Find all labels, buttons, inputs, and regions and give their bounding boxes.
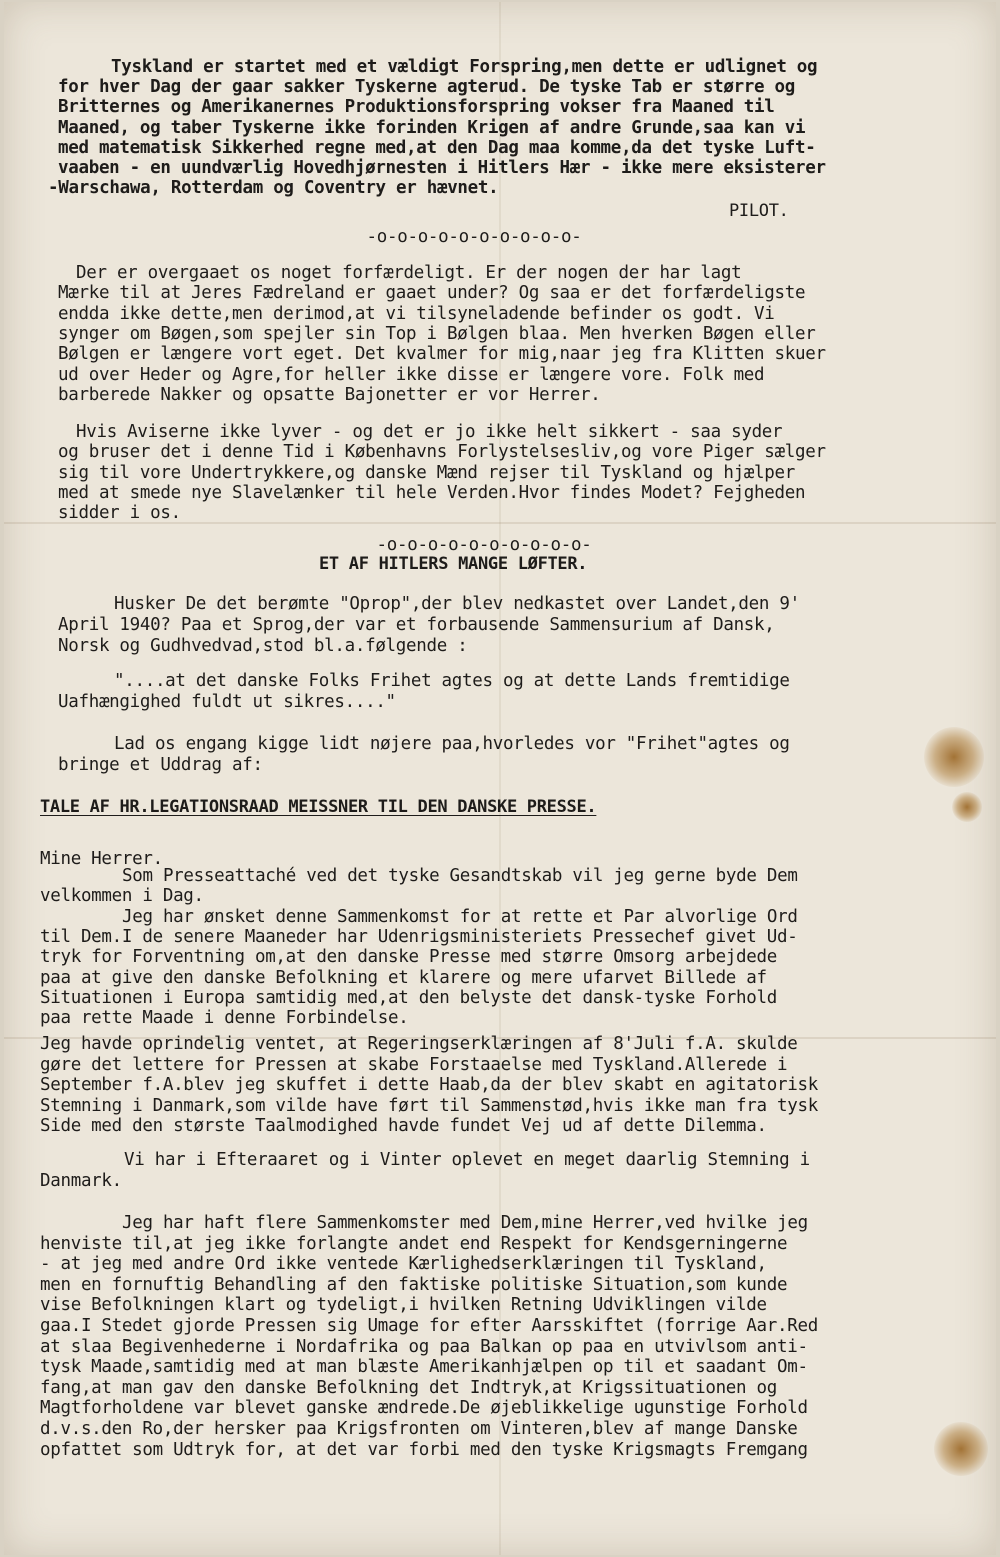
text-line: og bruser det i denne Tid i Københavns Forlystelsesliv,og vore Piger sælger xyxy=(58,442,826,462)
letter-text xyxy=(4,2,996,1555)
text-line: April 1940? Paa et Sprog,der var et forbausende Sammensurium af Dansk, xyxy=(58,615,775,635)
text-line: gøre det lettere for Pressen at skabe Forstaaelse med Tyskland.Allerede i xyxy=(40,1055,788,1075)
text-line: Der er overgaaet os noget forfærdeligt. Er der nogen der har lagt xyxy=(76,263,742,283)
document-page xyxy=(4,2,996,1555)
text-line: med matematisk Sikkerhed regne med,at den Dag maa komme,da det tyske Luft- xyxy=(58,138,816,158)
text-line: tysk Maade,samtidig med at man blæste Amerikanhjælpen op til et saadant Om- xyxy=(40,1357,808,1377)
text-line: tryk for Forventning om,at den danske Presse med større Omsorg arbejdede xyxy=(40,947,777,967)
text-line: Vi har i Efteraaret og i Vinter oplevet en meget daarlig Stemning i xyxy=(124,1150,810,1170)
salutation: Mine Herrer. xyxy=(40,849,163,869)
text-line: "....at det danske Folks Frihet agtes og at dette Lands fremtidige xyxy=(114,671,790,691)
text-line: - at jeg med andre Ord ikke ventede Kærlighedserklæringen til Tyskland, xyxy=(40,1254,767,1274)
text-line: ud over Heder og Agre,for heller ikke disse er længere vore. Folk med xyxy=(58,365,765,385)
text-line: d.v.s.den Ro,der hersker paa Krigsfronten om Vinteren,blev af mange Danske xyxy=(40,1419,798,1439)
text-line: Lad os engang kigge lidt nøjere paa,hvorledes vor "Frihet"agtes og xyxy=(114,734,790,754)
text-line: med at smede nye Slavelænker til hele Verden.Hvor findes Modet? Fejgheden xyxy=(58,483,806,503)
text-line: synger om Bøgen,som spejler sin Top i Bølgen blaa. Men hverken Bøgen eller xyxy=(58,324,816,344)
text-line: Mærke til at Jeres Fædreland er gaaet under? Og saa er det forfærdeligste xyxy=(58,283,806,303)
text-line: Uafhængighed fuldt ut sikres...." xyxy=(58,692,396,712)
text-line: Danmark. xyxy=(40,1171,122,1191)
text-line: Husker De det berømte "Oprop",der blev nedkastet over Landet,den 9' xyxy=(114,594,800,614)
text-line: paa at give den danske Befolkning et klarere og mere ufarvet Billede af xyxy=(40,968,767,988)
divider-1: -o-o-o-o-o-o-o-o-o-o- xyxy=(366,227,582,247)
text-line: Jeg havde oprindelig ventet, at Regeringserklæringen af 8'Juli f.A. skulde xyxy=(40,1034,798,1054)
text-line: men en fornuftig Behandling af den faktiske politiske Situation,som kunde xyxy=(40,1275,788,1295)
speech-title: TALE AF HR.LEGATIONSRAAD MEISSNER TIL DEN DANSKE PRESSE. xyxy=(40,797,597,817)
text-line: opfattet som Udtryk for, at det var forbi med den tyske Krigsmagts Fremgang xyxy=(40,1440,808,1460)
signature: PILOT. xyxy=(729,201,789,221)
text-line: Magtforholdene var blevet ganske ændrede.De øjeblikkelige ugunstige Forhold xyxy=(40,1398,808,1418)
text-line: Stemning i Danmark,som vilde have ført til Sammenstød,hvis ikke man fra tysk xyxy=(40,1096,818,1116)
text-line: til Dem.I de senere Maaneder har Udenrigsministeriets Pressechef givet Ud- xyxy=(40,927,798,947)
text-line: Maaned, og taber Tyskerne ikke forinden Krigen af andre Grunde,saa kan vi xyxy=(58,118,806,138)
text-line: henviste til,at jeg ikke forlangte andet end Respekt for Kendsgerningerne xyxy=(40,1234,788,1254)
text-line: sig til vore Undertrykkere,og danske Mænd rejser til Tyskland og hjælper xyxy=(58,463,795,483)
text-line: endda ikke dette,men derimod,at vi tilsyneladende befinder os godt. Vi xyxy=(58,304,775,324)
text-line: Situationen i Europa samtidig med,at den belyste det dansk-tyske Forhold xyxy=(40,988,777,1008)
text-line: Britternes og Amerikanernes Produktionsforspring vokser fra Maaned til xyxy=(58,97,775,117)
text-line: Jeg har ønsket denne Sammenkomst for at rette et Par alvorlige Ord xyxy=(122,907,798,927)
text-line: for hver Dag der gaar sakker Tyskerne agterud. De tyske Tab er større og xyxy=(58,77,795,97)
text-line: velkommen i Dag. xyxy=(40,886,204,906)
text-line: Tyskland er startet med et vældigt Forspring,men dette er udlignet og xyxy=(111,57,818,77)
text-line: fang,at man gav den danske Befolkning det Indtryk,at Krigssituationen og xyxy=(40,1378,777,1398)
text-line: paa rette Maade i denne Forbindelse. xyxy=(40,1008,409,1028)
text-line: sidder i os. xyxy=(58,503,181,523)
divider-2: -o-o-o-o-o-o-o-o-o-o- xyxy=(376,535,592,555)
text-line: Hvis Aviserne ikke lyver - og det er jo ikke helt sikkert - saa syder xyxy=(76,422,783,442)
text-line: barberede Nakker og opsatte Bajonetter er vor Herrer. xyxy=(58,385,601,405)
text-line: bringe et Uddrag af: xyxy=(58,755,263,775)
text-line: at slaa Begivenhederne i Nordafrika og paa Balkan op paa en utvivlsom anti- xyxy=(40,1337,808,1357)
text-line: Som Presseattaché ved det tyske Gesandtskab vil jeg gerne byde Dem xyxy=(122,866,798,886)
heading-hitler-promises: ET AF HITLERS MANGE LØFTER. xyxy=(319,554,588,574)
text-line: Bølgen er længere vort eget. Det kvalmer for mig,naar jeg fra Klitten skuer xyxy=(58,344,826,364)
text-line: September f.A.blev jeg skuffet i dette Haab,da der blev skabt en agitatorisk xyxy=(40,1075,818,1095)
text-line: Jeg har haft flere Sammenkomster med Dem,mine Herrer,ved hvilke jeg xyxy=(122,1213,808,1233)
text-line: Norsk og Gudhvedvad,stod bl.a.følgende : xyxy=(58,636,468,656)
text-line: vise Befolkningen klart og tydeligt,i hvilken Retning Udviklingen vilde xyxy=(40,1295,767,1315)
text-line: Side med den største Taalmodighed havde fundet Vej ud af dette Dilemma. xyxy=(40,1116,767,1136)
text-line: vaaben - en uundværlig Hovedhjørnesten i Hitlers Hær - ikke mere eksisterer xyxy=(58,158,826,178)
text-line: gaa.I Stedet gjorde Pressen sig Umage for efter Aarsskiftet (forrige Aar.Red xyxy=(40,1316,818,1336)
text-line: -Warschawa, Rotterdam og Coventry er hævnet. xyxy=(48,178,499,198)
